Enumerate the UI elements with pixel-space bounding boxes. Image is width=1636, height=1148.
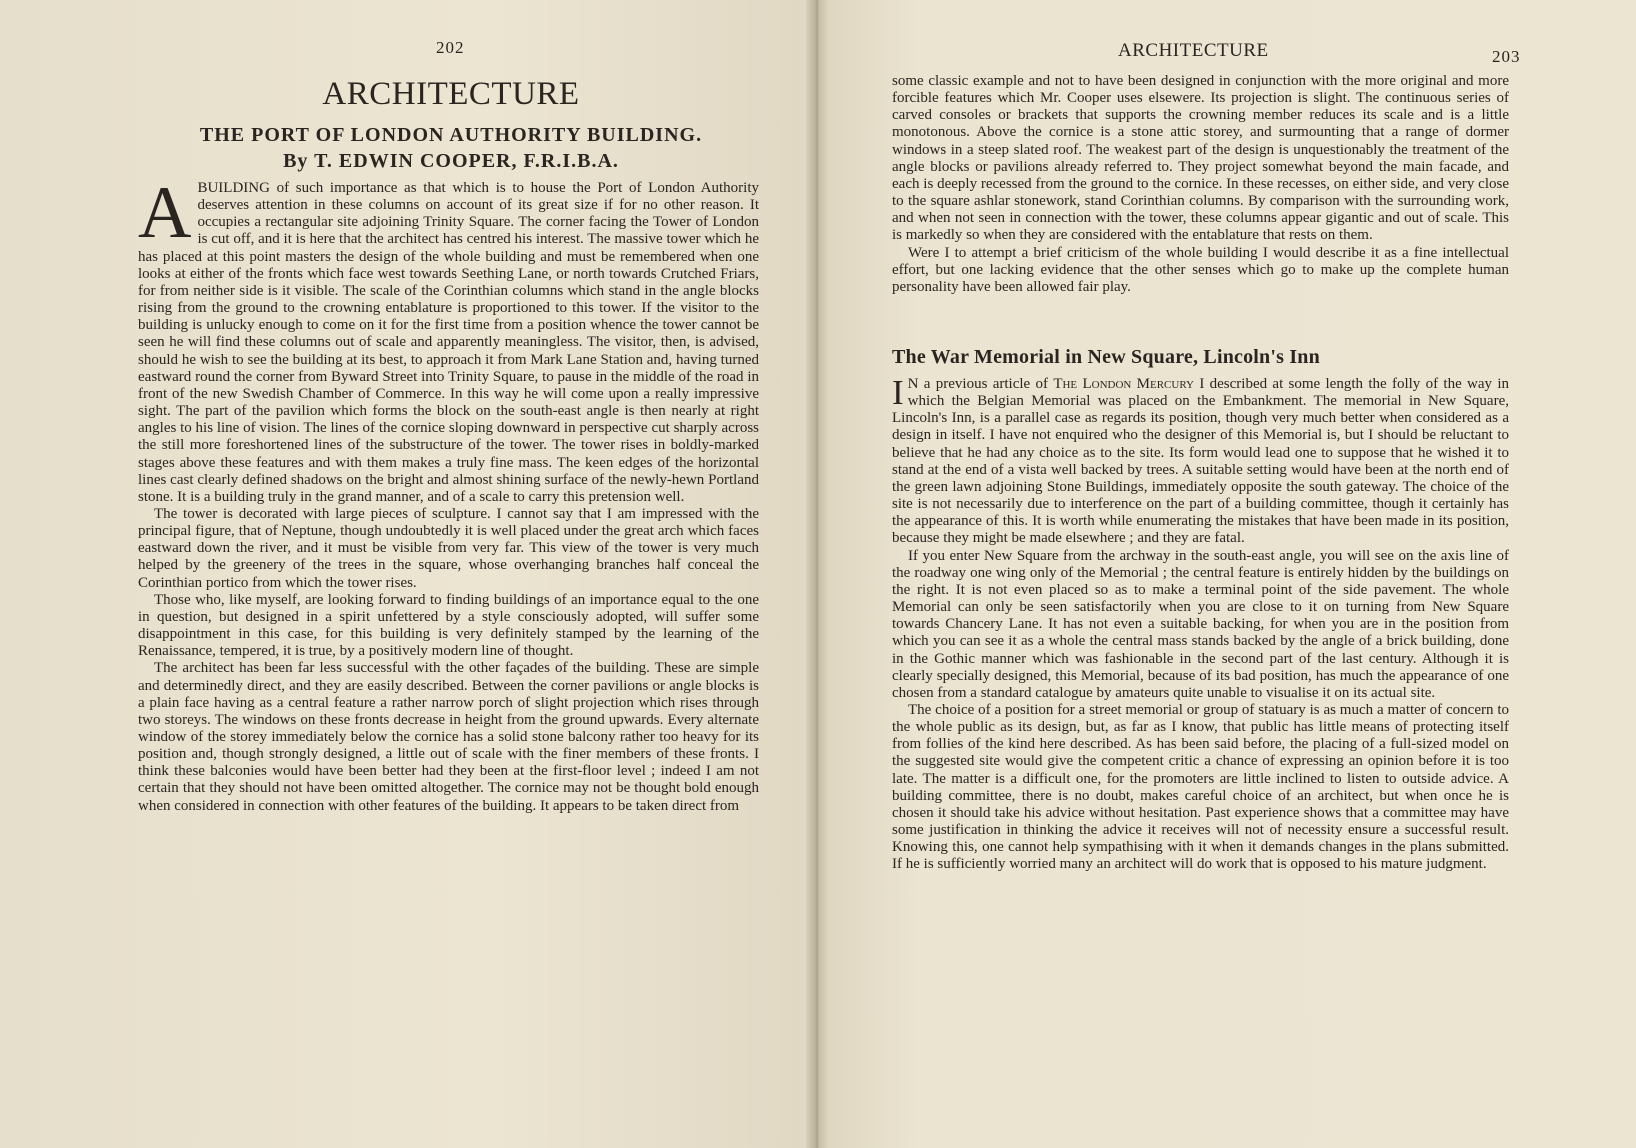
page-number-left: 202 bbox=[436, 38, 465, 57]
running-head: ARCHITECTURE bbox=[1118, 40, 1269, 61]
paragraph: Were I to attempt a brief criticism of the whole building I would describe it as a fine intellectual effort, but one lacking evidence that the other senses which go to make up the complete human personality have been allowed fair play. bbox=[892, 244, 1509, 295]
right-section-text bbox=[892, 373, 1509, 874]
page-number-right: 203 bbox=[1492, 47, 1521, 66]
article-subtitle: THE PORT OF LONDON AUTHORITY BUILDING. bbox=[199, 124, 703, 146]
book-gutter bbox=[806, 0, 828, 1148]
paragraph: Those who, like myself, are looking forward to finding buildings of an importance equal to the one in question, but designed in a spirit unfettered by a style consciously adopted, will suffer some disappointment in this case, for this building is very definitely stamped by the learning of the Renaissance, tempered, it is true, by a positively modern line of thought. bbox=[138, 591, 759, 660]
paragraph: If you enter New Square from the archway in the south-east angle, you will see on the axis line of the roadway one wing only of the Memorial ; the central feature is entirely hidden by the buildings on the right. It is not even placed so as to make a terminal point of the side pavement. The whole Memorial can only be seen satisfactorily when you are close to it on turning from New Square towards Chancery Lane. It has not even a suitable backing, for when you are in the position from which you can see it as a whole the central mass stands backed by the angle of a brick building, done in the Gothic manner which was fashionable in the second part of the last century. Although it is clearly specially designed, this Memorial, because of its bad position, has much the appearance of one chosen from a standard catalogue by amateurs quite unable to visualise it on its actual site. bbox=[892, 547, 1509, 701]
drop-cap: A bbox=[138, 172, 192, 254]
paragraph: The architect has been far less successful with the other façades of the building. These are simple and determinedly direct, and they are easily described. Between the corner pavilions or angle blocks is a plain face having as a central feature a rather narrow porch of slight projection which rises through two storeys. The windows on these fronts decrease in height from the ground upwards. Every alternate window of the storey immediately below the cornice has a solid stone balcony rather too heavy for its position and, though strongly designed, a little out of scale with the finer members of these fronts. I think these balconies would have been better had they been at the first-floor level ; indeed I am not certain that they should not have been omitted altogether. The cornice may not be thought bold enough when considered in connection with other features of the building. It appears to be taken direct from bbox=[138, 660, 759, 814]
paragraph: The tower is decorated with large pieces of sculpture. I cannot say that I am impressed with the principal figure, that of Neptune, though undoubtedly it is well placed under the great arch which faces eastward down the river, and it must be visible from very far. This view of the tower is very much helped by the greenery of the trees in the square, whose overhanging branches half conceal the Corinthian portico from which the tower rises. bbox=[138, 505, 759, 591]
article-byline: By T. EDWIN COOPER, F.R.I.B.A. bbox=[283, 150, 619, 172]
paragraph: The choice of a position for a street memorial or group of statuary is as much a matter of concern to the whole public as its design, but, as far as I know, that public has little means of protecting itself from follies of the kind here described. As has been said before, the placing of a full-sized model on the suggested site would give the competent critic a chance of expressing an opinion before it is too late. The matter is a difficult one, for the promoters are little inclined to listen to outside advice. A building committee, there is no doubt, makes careful choice of an architect, but when once he is chosen it should take his advice without hesitation. Past experience shows that a committee may have some justification in thinking the advice it receives will not of necessity ensure a successful result. Knowing this, one cannot help sympathising with it when it demands changes in the plans submitted. If he is sufficiently worried many an architect will do work that is opposed to his mature judgment. bbox=[892, 701, 1509, 873]
section-heading: The War Memorial in New Square, Lincoln's Inn bbox=[892, 346, 1320, 368]
page-title: ARCHITECTURE bbox=[322, 76, 580, 112]
paragraph: some classic example and not to have been designed in conjunction with the more original and more forcible features which Mr. Cooper uses elsewere. Its projection is slight. The continuous series of carved consoles or brackets that supports the crowning member reduces its scale and is a little monotonous. Above the cornice is a stone attic storey, and surmounting that a range of dormer windows in a steep slated roof. The weakest part of the design is unquestionably the treatment of the angle blocks or pavilions already referred to. They project somewhat beyond the main facade, and each is deeply recessed from the ground to the cornice. In these recesses, on either side, and very close to the square ashlar stonework, stand Corinthian columns. By comparison with the surrounding work, and when not seen in connection with the tower, these columns appear gigantic and out of scale. This is markedly so when they are considered with the entablature that rests on them. bbox=[892, 73, 1509, 244]
publication-name: The London Mercury bbox=[1053, 376, 1195, 392]
paragraph: I N a previous article of The London Mercury I described at some length the folly of the way in which the Belgian Memorial was placed on the Embankment. The memorial in New Square, Lincoln's Inn, is a parallel case as regards its position, though very much better when considered as a design in itself. I have not enquired who the designer of this Memorial is, but I should be reluctant to believe that he had any choice as to the site. Its form would lead one to suppose that he wished it to stand at the end of a vista well backed by trees. A suitable setting would have been at the north end of the green lawn adjoining Stone Buildings, immediately opposite the south gateway. The choice of the site is not necessarily due to interference on the part of a building committee, though it certainly has the appearance of this. It is worth while enumerating the mistakes that have been made in its position, because they might be made elsewhere ; and they are fatal. bbox=[892, 373, 1509, 547]
drop-cap: I bbox=[892, 373, 904, 412]
left-column-text bbox=[138, 172, 759, 815]
right-column-text bbox=[892, 73, 1509, 296]
paragraph: ABUILDING of such importance as that which is to house the Port of London Authority deserves attention in these columns on account of its great size if for no other reason. It occupies a rectangular site adjoining Trinity Square. The corner facing the Tower of London is cut off, and it is here that the architect has centred his interest. The massive tower which he has placed at this point masters the design of the whole building and must be remembered when one looks at either of the fronts which face west towards Seething Lane, or north towards Crutched Friars, for from neither side is it visible. The scale of the Corinthian columns which stand in the angle blocks rising from the ground to the crowning entablature is proportioned to this tower. If the visitor to the building is unlucky enough to come on it for the first time from a position whence the tower cannot be seen he will find these columns out of scale and apparently meaningless. The visitor, then, is advised, should he wish to see the building at its best, to approach it from Mark Lane Station and, having turned eastward round the corner from Byward Street into Trinity Square, to pause in the middle of the road in front of the new Swedish Chamber of Commerce. In this way he will come upon a really impressive sight. The part of the pavilion which forms the block on the south-east angle is then nearly at right angles to his line of vision. The lines of the cornice sloping downward in perspective cut sharply across the still more foreshortened lines of the substructure of the tower. The tower rises in boldly-marked stages above these features and with them makes a truly fine mass. The keen edges of the horizontal lines cast clearly defined shadows on the bright and almost shining surface of the newly-hewn Portland stone. It is a building truly in the grand manner, and of a scale to carry this pretension well. bbox=[138, 172, 759, 505]
